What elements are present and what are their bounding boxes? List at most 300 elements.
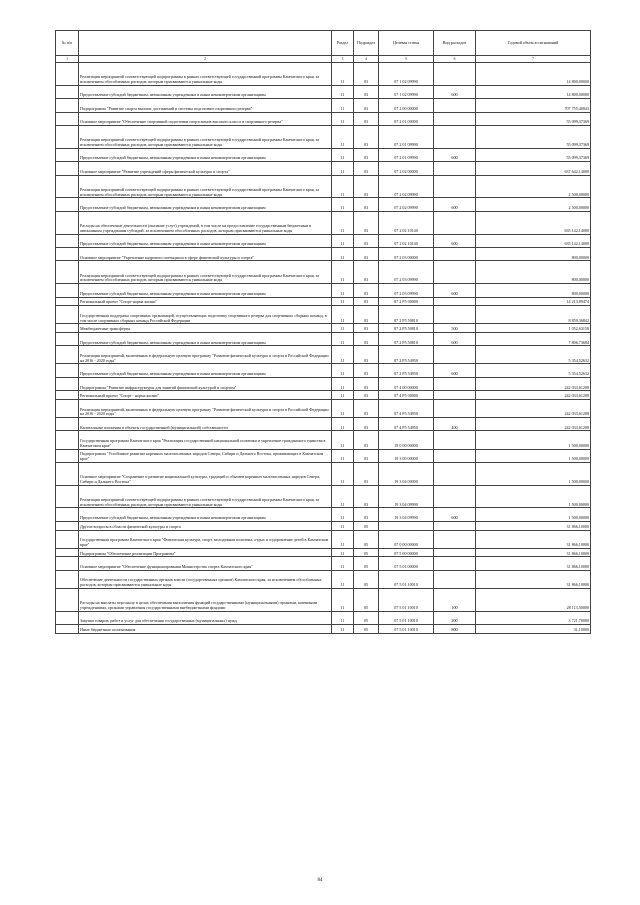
cell-number bbox=[56, 364, 79, 377]
cell-subsection: 03 bbox=[354, 418, 379, 431]
cell-number bbox=[56, 418, 79, 431]
cell-name: Реализация мероприятий соответствующей подпрограммы в рамках соответствующей государственной программы Камчатского края, за исключением обособленных расходов, которым присваиваются уникальные коды bbox=[79, 125, 332, 148]
cell-section: 11 bbox=[332, 611, 354, 624]
cell-section: 11 bbox=[332, 284, 354, 297]
cell-name: Расходы на выплаты персоналу в целях обеспечения выполнения функций государственными (муниципальными) органами, казенными учреждениями, органами управления государственными внебюджетными фондами bbox=[79, 588, 332, 611]
cell-expense-type: 400 bbox=[434, 418, 476, 431]
cell-section: 11 bbox=[332, 508, 354, 521]
cell-name: Основное мероприятие "Обеспечение спортивной подготовки спортсменов высокого класса и спортивного резерва" bbox=[79, 112, 332, 125]
cell-subsection: 03 bbox=[354, 211, 379, 234]
cell-section: 11 bbox=[332, 530, 354, 548]
cell-name: Основное мероприятие "Сохранение и развитие национальной культуры, традиций и обычаев коренных малочисленных народов Севера, Сибири и Дальнего Востока" bbox=[79, 462, 332, 485]
table-row bbox=[56, 261, 591, 284]
cell-target-item: 07 2 02 09990 bbox=[379, 198, 434, 211]
table-row bbox=[56, 521, 591, 530]
table-row bbox=[56, 198, 591, 211]
cell-amount: 635 142,14000 bbox=[476, 234, 591, 247]
cell-target-item: 07 2 02 10140 bbox=[379, 234, 434, 247]
cell-number bbox=[56, 306, 79, 324]
cell-target-item: 07 5 01 10010 bbox=[379, 570, 434, 588]
page-number: 84 bbox=[317, 878, 323, 883]
cell-section: 11 bbox=[332, 521, 354, 530]
cell-expense-type: 600 bbox=[434, 234, 476, 247]
cell-target-item: 07 2 02 00000 bbox=[379, 162, 434, 175]
cell-amount: 1 500,00000 bbox=[476, 485, 591, 508]
cell-amount: 2 500,00000 bbox=[476, 198, 591, 211]
cell-number bbox=[56, 557, 79, 570]
cell-amount: 31 866,10000 bbox=[476, 557, 591, 570]
table-row bbox=[56, 508, 591, 521]
budget-table bbox=[55, 30, 591, 634]
cell-subsection: 03 bbox=[354, 162, 379, 175]
cell-expense-type bbox=[434, 399, 476, 417]
table-row bbox=[56, 557, 591, 570]
col-number: 4 bbox=[354, 56, 379, 63]
cell-subsection: 03 bbox=[354, 399, 379, 417]
cell-number bbox=[56, 462, 79, 485]
cell-subsection: 05 bbox=[354, 530, 379, 548]
cell-amount: 31 866,10000 bbox=[476, 570, 591, 588]
cell-subsection: 03 bbox=[354, 85, 379, 98]
cell-name: Государственная программа Камчатского края "Физическая культура, спорт, молодежная политика, отдых и оздоровление детей в Камчатском крае" bbox=[79, 530, 332, 548]
cell-number bbox=[56, 588, 79, 611]
cell-expense-type: 600 bbox=[434, 284, 476, 297]
cell-section: 11 bbox=[332, 125, 354, 148]
cell-number bbox=[56, 211, 79, 234]
table-row bbox=[56, 399, 591, 417]
cell-name: Межбюджетные трансферты bbox=[79, 324, 332, 333]
table-row bbox=[56, 85, 591, 98]
cell-section: 11 bbox=[332, 332, 354, 345]
cell-name: Государственная программа Камчатского края "Реализация государственной национальной политики и укрепление гражданского единства в Камчатском крае" bbox=[79, 431, 332, 449]
cell-target-item: 07 2 01 09990 bbox=[379, 125, 434, 148]
cell-expense-type bbox=[434, 211, 476, 234]
cell-expense-type bbox=[434, 391, 476, 400]
cell-amount: 242 033,61208 bbox=[476, 377, 591, 390]
cell-amount: 31 866,10000 bbox=[476, 530, 591, 548]
table-row bbox=[56, 530, 591, 548]
cell-name: Предоставление субсидий бюджетным, автономным учреждениям и иным некоммерческим организациям bbox=[79, 284, 332, 297]
cell-target-item: 07 2 P5 54950 bbox=[379, 346, 434, 364]
cell-subsection: 03 bbox=[354, 462, 379, 485]
cell-expense-type bbox=[434, 306, 476, 324]
cell-amount: 1 500,00000 bbox=[476, 431, 591, 449]
cell-name: Иные бюджетные ассигнования bbox=[79, 625, 332, 634]
cell-target-item: 07 5 01 10010 bbox=[379, 611, 434, 624]
cell-number bbox=[56, 85, 79, 98]
cell-subsection: 03 bbox=[354, 508, 379, 521]
table-row bbox=[56, 431, 591, 449]
header-expense-type: Вид расходов bbox=[434, 31, 476, 56]
cell-section: 11 bbox=[332, 346, 354, 364]
cell-number bbox=[56, 399, 79, 417]
cell-name: Реализация мероприятий соответствующей подпрограммы в рамках соответствующей государственной программы Камчатского края, за исключением обособленных расходов, которым присваиваются уникальные коды bbox=[79, 485, 332, 508]
cell-number bbox=[56, 324, 79, 333]
cell-subsection: 03 bbox=[354, 247, 379, 260]
cell-name: Предоставление субсидий бюджетным, автономным учреждениям и иным некоммерческим организациям bbox=[79, 508, 332, 521]
column-number-row bbox=[56, 56, 591, 63]
cell-target-item: 07 5 01 00000 bbox=[379, 557, 434, 570]
table-row bbox=[56, 211, 591, 234]
cell-subsection: 03 bbox=[354, 234, 379, 247]
cell-expense-type bbox=[434, 297, 476, 306]
cell-section: 11 bbox=[332, 377, 354, 390]
cell-amount: 31,10000 bbox=[476, 625, 591, 634]
cell-number bbox=[56, 261, 79, 284]
table-row bbox=[56, 570, 591, 588]
cell-name: Обеспечение деятельности государственных органов власти (государственных органов) Камчатского края, за исключением обособленных расходов, которым присваиваются уникальные коды bbox=[79, 570, 332, 588]
cell-amount: 800,00000 bbox=[476, 261, 591, 284]
cell-amount: 14 213,89474 bbox=[476, 297, 591, 306]
cell-expense-type bbox=[434, 521, 476, 530]
cell-target-item: 07 2 02 09990 bbox=[379, 175, 434, 198]
cell-section: 11 bbox=[332, 306, 354, 324]
cell-section: 11 bbox=[332, 548, 354, 557]
table-row bbox=[56, 175, 591, 198]
cell-name: Основное мероприятие "Обеспечение функционирования Министерства спорта Камчатского края" bbox=[79, 557, 332, 570]
cell-number bbox=[56, 125, 79, 148]
cell-section: 11 bbox=[332, 399, 354, 417]
cell-name: Предоставление субсидий бюджетным, автономным учреждениям и иным некоммерческим организациям bbox=[79, 364, 332, 377]
cell-expense-type bbox=[434, 99, 476, 112]
cell-section: 11 bbox=[332, 418, 354, 431]
cell-expense-type: 600 bbox=[434, 148, 476, 161]
cell-subsection: 05 bbox=[354, 611, 379, 624]
cell-target-item: 07 2 00 00000 bbox=[379, 99, 434, 112]
cell-number bbox=[56, 521, 79, 530]
cell-subsection: 05 bbox=[354, 625, 379, 634]
table-row bbox=[56, 377, 591, 390]
cell-target-item: 19 3 04 00000 bbox=[379, 462, 434, 485]
cell-expense-type: 600 bbox=[434, 198, 476, 211]
cell-name: Предоставление субсидий бюджетным, автономным учреждениям и иным некоммерческим организациям bbox=[79, 85, 332, 98]
cell-expense-type bbox=[434, 346, 476, 364]
table-row bbox=[56, 462, 591, 485]
header-section: Раздел bbox=[332, 31, 354, 56]
cell-name: Основное мероприятие "Развитие учреждений сферы физической культуры и спорта" bbox=[79, 162, 332, 175]
cell-number bbox=[56, 431, 79, 449]
cell-section: 11 bbox=[332, 63, 354, 86]
cell-number bbox=[56, 346, 79, 364]
cell-amount: 2 500,00000 bbox=[476, 175, 591, 198]
table-row bbox=[56, 125, 591, 148]
cell-section: 11 bbox=[332, 234, 354, 247]
cell-number bbox=[56, 284, 79, 297]
cell-target-item: 07 1 02 09990 bbox=[379, 63, 434, 86]
cell-subsection: 03 bbox=[354, 449, 379, 462]
cell-target-item: 19 3 04 09990 bbox=[379, 485, 434, 508]
table-row bbox=[56, 364, 591, 377]
cell-section: 11 bbox=[332, 261, 354, 284]
cell-expense-type bbox=[434, 431, 476, 449]
cell-subsection: 03 bbox=[354, 63, 379, 86]
cell-target-item: 07 5 01 10010 bbox=[379, 588, 434, 611]
col-number: 3 bbox=[332, 56, 354, 63]
cell-number bbox=[56, 112, 79, 125]
cell-number bbox=[56, 247, 79, 260]
cell-target-item bbox=[379, 521, 434, 530]
table-row bbox=[56, 148, 591, 161]
cell-number bbox=[56, 391, 79, 400]
cell-number bbox=[56, 449, 79, 462]
cell-name: Другие вопросы в области физической культуры и спорта bbox=[79, 521, 332, 530]
cell-amount: 5 354,52632 bbox=[476, 364, 591, 377]
cell-number bbox=[56, 611, 79, 624]
cell-amount: 635 142,14000 bbox=[476, 211, 591, 234]
table-row bbox=[56, 297, 591, 306]
cell-section: 11 bbox=[332, 247, 354, 260]
cell-number bbox=[56, 148, 79, 161]
cell-amount: 1 500,00000 bbox=[476, 449, 591, 462]
cell-section: 11 bbox=[332, 175, 354, 198]
cell-name: Капитальные вложения в объекты государственной (муниципальной) собственности bbox=[79, 418, 332, 431]
cell-target-item: 07 2 01 00000 bbox=[379, 112, 434, 125]
cell-amount: 242 033,61208 bbox=[476, 399, 591, 417]
cell-subsection: 05 bbox=[354, 521, 379, 530]
cell-target-item: 07 2 P5 50810 bbox=[379, 332, 434, 345]
cell-section: 11 bbox=[332, 557, 354, 570]
cell-expense-type: 600 bbox=[434, 364, 476, 377]
header-subsection: Подраздел bbox=[354, 31, 379, 56]
cell-subsection: 03 bbox=[354, 364, 379, 377]
cell-expense-type: 600 bbox=[434, 508, 476, 521]
cell-target-item: 07 2 P5 50810 bbox=[379, 306, 434, 324]
cell-target-item: 07 0 00 00000 bbox=[379, 530, 434, 548]
cell-subsection: 03 bbox=[354, 431, 379, 449]
header-number: № п/п bbox=[56, 31, 79, 56]
cell-amount: 5 354,52632 bbox=[476, 346, 591, 364]
cell-target-item: 07 4 P5 54950 bbox=[379, 399, 434, 417]
cell-expense-type bbox=[434, 63, 476, 86]
cell-section: 11 bbox=[332, 449, 354, 462]
cell-section: 11 bbox=[332, 198, 354, 211]
cell-subsection: 03 bbox=[354, 485, 379, 508]
cell-number bbox=[56, 548, 79, 557]
cell-number bbox=[56, 198, 79, 211]
cell-name: Реализация мероприятий соответствующей подпрограммы в рамках соответствующей государственной программы Камчатского края, за исключением обособленных расходов, которым присваиваются уникальные коды bbox=[79, 261, 332, 284]
cell-section: 11 bbox=[332, 588, 354, 611]
col-number: 2 bbox=[79, 56, 332, 63]
cell-section: 11 bbox=[332, 162, 354, 175]
table-row bbox=[56, 485, 591, 508]
cell-subsection: 03 bbox=[354, 306, 379, 324]
table-row bbox=[56, 346, 591, 364]
table-row bbox=[56, 625, 591, 634]
table-row bbox=[56, 332, 591, 345]
table-row bbox=[56, 588, 591, 611]
cell-expense-type bbox=[434, 530, 476, 548]
cell-section: 11 bbox=[332, 148, 354, 161]
cell-number bbox=[56, 377, 79, 390]
table-body bbox=[56, 63, 591, 634]
cell-expense-type bbox=[434, 449, 476, 462]
cell-subsection: 03 bbox=[354, 175, 379, 198]
cell-subsection: 03 bbox=[354, 346, 379, 364]
cell-subsection: 03 bbox=[354, 125, 379, 148]
cell-expense-type bbox=[434, 462, 476, 485]
cell-name: Реализация мероприятий соответствующей подпрограммы в рамках соответствующей государственной программы Камчатского края, за исключением обособленных расходов, которым присваиваются уникальные коды bbox=[79, 63, 332, 86]
cell-name: Расходы на обеспечение деятельности (оказание услуг) учреждений, в том числе на предоставление государственным бюджетным и автономным учреждениям субсидий, за исключением обособленных расходов, которым присваиваются уникальные коды bbox=[79, 211, 332, 234]
header-annual-amount: Годовой объем ассигнований bbox=[476, 31, 591, 56]
cell-target-item: 07 2 02 10140 bbox=[379, 211, 434, 234]
table-row bbox=[56, 418, 591, 431]
cell-target-item: 07 2 01 09990 bbox=[379, 148, 434, 161]
cell-name: Основное мероприятие "Укрепление кадрового потенциала в сфере физической культуры и спорта" bbox=[79, 247, 332, 260]
cell-expense-type bbox=[434, 175, 476, 198]
cell-name: Региональный проект "Спорт - норма жизни" bbox=[79, 391, 332, 400]
cell-section: 11 bbox=[332, 324, 354, 333]
cell-name: Предоставление субсидий бюджетным, автономным учреждениям и иным некоммерческим организациям bbox=[79, 148, 332, 161]
col-number: 5 bbox=[379, 56, 434, 63]
cell-target-item: 07 2 P5 50810 bbox=[379, 324, 434, 333]
cell-amount: 8 859,36842 bbox=[476, 306, 591, 324]
col-number: 6 bbox=[434, 56, 476, 63]
cell-amount: 7 806,73684 bbox=[476, 332, 591, 345]
cell-section: 11 bbox=[332, 99, 354, 112]
cell-amount: 28 113,50000 bbox=[476, 588, 591, 611]
cell-target-item: 07 5 00 00000 bbox=[379, 548, 434, 557]
cell-section: 11 bbox=[332, 391, 354, 400]
cell-number bbox=[56, 297, 79, 306]
cell-section: 11 bbox=[332, 364, 354, 377]
cell-amount: 637 642,14000 bbox=[476, 162, 591, 175]
cell-name: Подпрограмма "Развитие спорта высших достижений и системы подготовки спортивного резерва" bbox=[79, 99, 332, 112]
cell-number bbox=[56, 162, 79, 175]
cell-name: Региональный проект "Спорт-норма жизни" bbox=[79, 297, 332, 306]
cell-subsection: 03 bbox=[354, 332, 379, 345]
cell-target-item: 07 2 03 09990 bbox=[379, 284, 434, 297]
cell-expense-type bbox=[434, 112, 476, 125]
cell-expense-type bbox=[434, 548, 476, 557]
cell-name: Реализация мероприятий соответствующей подпрограммы в рамках соответствующей государственной программы Камчатского края, за исключением обособленных расходов, которым присваиваются уникальные коды bbox=[79, 175, 332, 198]
cell-expense-type: 800 bbox=[434, 625, 476, 634]
cell-subsection: 05 bbox=[354, 557, 379, 570]
cell-target-item: 07 2 03 00000 bbox=[379, 247, 434, 260]
cell-subsection: 03 bbox=[354, 297, 379, 306]
cell-target-item: 07 2 P5 54950 bbox=[379, 364, 434, 377]
cell-target-item: 19 3 04 09990 bbox=[379, 508, 434, 521]
cell-target-item: 19 0 00 00000 bbox=[379, 431, 434, 449]
cell-name: Реализация мероприятий, включенных в федеральную целевую программу "Развитие физической культуры и спорта в Российской Федерации на 2016 - 2020 годы" bbox=[79, 399, 332, 417]
cell-name: Государственная поддержка спортивных организаций, осуществляющих подготовку спортивного резерва для спортивных сборных команд, в том числе спортивных сборных команд Российской Федерации bbox=[79, 306, 332, 324]
cell-subsection: 03 bbox=[354, 99, 379, 112]
cell-amount: 1 500,00000 bbox=[476, 508, 591, 521]
cell-subsection: 03 bbox=[354, 391, 379, 400]
cell-amount: 242 033,61208 bbox=[476, 418, 591, 431]
cell-amount: 55 099,37369 bbox=[476, 112, 591, 125]
cell-section: 11 bbox=[332, 570, 354, 588]
cell-amount: 55 099,37369 bbox=[476, 125, 591, 148]
cell-amount: 3 721,70000 bbox=[476, 611, 591, 624]
cell-subsection: 03 bbox=[354, 284, 379, 297]
cell-section: 11 bbox=[332, 431, 354, 449]
table-row bbox=[56, 306, 591, 324]
table-row bbox=[56, 99, 591, 112]
table-header bbox=[56, 31, 591, 63]
cell-name: Подпрограмма "Обеспечение реализации Программы" bbox=[79, 548, 332, 557]
cell-section: 11 bbox=[332, 211, 354, 234]
cell-name: Предоставление субсидий бюджетным, автономным учреждениям и иным некоммерческим организациям bbox=[79, 234, 332, 247]
cell-target-item: 07 4 P5 54950 bbox=[379, 418, 434, 431]
cell-amount: 800,00000 bbox=[476, 284, 591, 297]
cell-name: Подпрограмма "Развитие инфраструктуры для занятий физической культурой и спортом" bbox=[79, 377, 332, 390]
cell-subsection: 05 bbox=[354, 570, 379, 588]
cell-expense-type bbox=[434, 162, 476, 175]
cell-amount: 31 866,10000 bbox=[476, 548, 591, 557]
cell-section: 11 bbox=[332, 297, 354, 306]
table-row bbox=[56, 234, 591, 247]
cell-section: 11 bbox=[332, 462, 354, 485]
cell-expense-type bbox=[434, 125, 476, 148]
cell-amount: 14 800,00000 bbox=[476, 63, 591, 86]
table-row bbox=[56, 548, 591, 557]
table-row bbox=[56, 611, 591, 624]
cell-number bbox=[56, 332, 79, 345]
cell-name: Предоставление субсидий бюджетным, автономным учреждениям и иным некоммерческим организациям bbox=[79, 332, 332, 345]
cell-amount: 1 052,63158 bbox=[476, 324, 591, 333]
col-number: 7 bbox=[476, 56, 591, 63]
cell-name: Предоставление субсидий бюджетным, автономным учреждениям и иным некоммерческим организациям bbox=[79, 198, 332, 211]
cell-number bbox=[56, 570, 79, 588]
table-row bbox=[56, 247, 591, 260]
cell-expense-type bbox=[434, 247, 476, 260]
cell-subsection: 05 bbox=[354, 548, 379, 557]
cell-subsection: 03 bbox=[354, 377, 379, 390]
cell-subsection: 03 bbox=[354, 198, 379, 211]
cell-name: Закупка товаров, работ и услуг для обеспечения государственных (муниципальных) нужд bbox=[79, 611, 332, 624]
table-row bbox=[56, 391, 591, 400]
cell-number bbox=[56, 99, 79, 112]
cell-number bbox=[56, 175, 79, 198]
cell-number bbox=[56, 625, 79, 634]
cell-amount: 242 033,61208 bbox=[476, 391, 591, 400]
cell-amount: 1 500,00000 bbox=[476, 462, 591, 485]
cell-section: 11 bbox=[332, 485, 354, 508]
table-row bbox=[56, 112, 591, 125]
cell-target-item: 07 2 03 09990 bbox=[379, 261, 434, 284]
cell-amount: 31 866,10000 bbox=[476, 521, 591, 530]
cell-section: 11 bbox=[332, 85, 354, 98]
table-row bbox=[56, 162, 591, 175]
header-target-item: Целевая статья bbox=[379, 31, 434, 56]
cell-expense-type bbox=[434, 377, 476, 390]
cell-section: 11 bbox=[332, 112, 354, 125]
cell-number bbox=[56, 508, 79, 521]
cell-number bbox=[56, 63, 79, 86]
cell-expense-type: 100 bbox=[434, 588, 476, 611]
cell-number bbox=[56, 530, 79, 548]
cell-name: Подпрограмма "Устойчивое развитие коренных малочисленных народов Севера, Сибири и Дальнего Востока, проживающих в Камчатском крае" bbox=[79, 449, 332, 462]
cell-target-item: 07 1 02 09990 bbox=[379, 85, 434, 98]
cell-expense-type: 600 bbox=[434, 332, 476, 345]
cell-subsection: 03 bbox=[354, 261, 379, 284]
table-row bbox=[56, 63, 591, 86]
cell-target-item: 07 4 00 00000 bbox=[379, 377, 434, 390]
table-row bbox=[56, 324, 591, 333]
col-number: 1 bbox=[56, 56, 79, 63]
cell-target-item: 07 5 01 10010 bbox=[379, 625, 434, 634]
cell-expense-type bbox=[434, 261, 476, 284]
cell-amount: 55 099,37369 bbox=[476, 148, 591, 161]
cell-expense-type: 500 bbox=[434, 324, 476, 333]
cell-target-item: 19 3 00 00000 bbox=[379, 449, 434, 462]
cell-expense-type bbox=[434, 485, 476, 508]
cell-subsection: 03 bbox=[354, 148, 379, 161]
cell-amount: 707 755,40843 bbox=[476, 99, 591, 112]
header-name bbox=[79, 31, 332, 56]
cell-name: Реализация мероприятий, включенных в федеральную целевую программу "Развитие физической культуры и спорта в Российской Федерации на 2016 - 2020 годы" bbox=[79, 346, 332, 364]
cell-expense-type bbox=[434, 557, 476, 570]
